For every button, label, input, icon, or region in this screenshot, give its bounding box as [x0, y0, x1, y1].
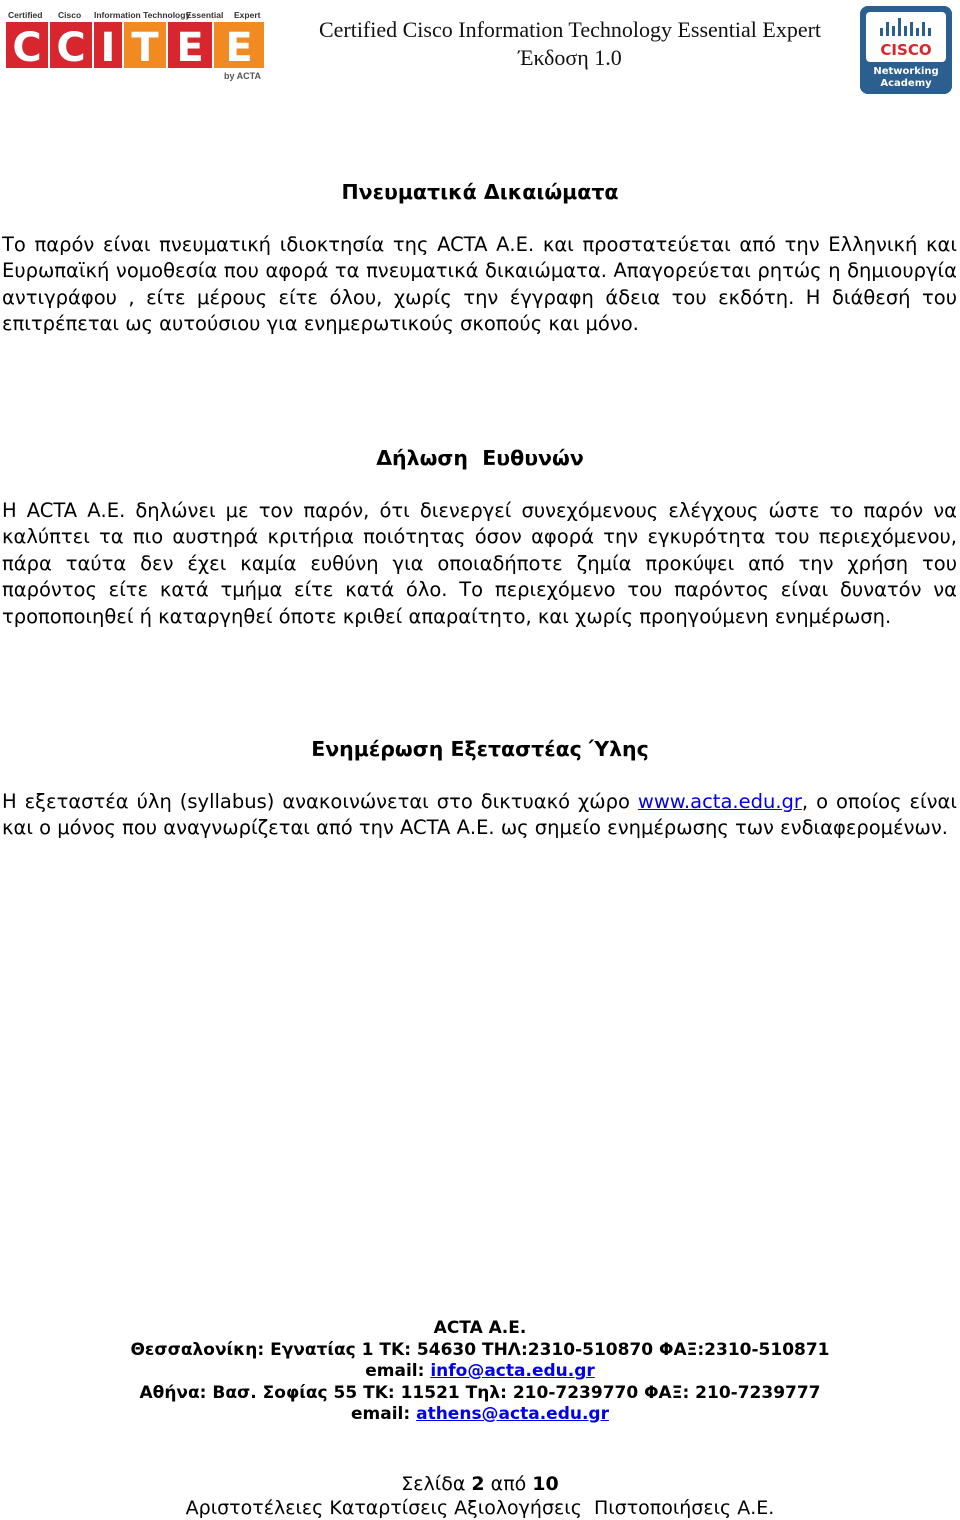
syllabus-text-before: Η εξεταστέα ύλη (syllabus) ανακοινώνεται στο δικτυακό χώρο — [2, 790, 638, 813]
syllabus-text-after: , ο οποίος είναι και ο μόνος που αναγνωρίζεται από την ACTA Α.Ε. ως σημείο ενημέρωσης των ενδιαφερομένων. — [2, 790, 957, 840]
footer-email-1-line — [0, 1361, 960, 1383]
footer-company: ACTA Α.Ε. — [433, 1318, 527, 1338]
ccitee-logo — [6, 8, 268, 82]
company-full-name: Αριστοτέλειες Καταρτίσεις Αξιολογήσεις Πιστοποιήσεις Α.Ε. — [185, 1497, 775, 1519]
athens-email-link[interactable]: athens@acta.edu.gr — [416, 1404, 609, 1424]
svg-text:E: E — [225, 25, 253, 71]
logo-letter-tiles — [6, 22, 264, 71]
svg-text:E: E — [176, 25, 204, 71]
logo-by-acta: by ACTA — [224, 71, 261, 81]
page-total: 10 — [532, 1473, 559, 1495]
disclaimer-text: Η ACTA Α.Ε. δηλώνει με τον παρόν, ότι διενεργεί συνεχόμενους ελέγχους ώστε το παρόν να καλύπτει τα πιο αυστηρά κριτήρια ποιότητας όσον αφορά την εγκυρότητα του περιεχόμενου, πάρα ταύτα δεν έχει καμία ευθύνη για οποιαδήποτε ζημία προκύψει από την χρήση του παρόντος είτε κατά τμήμα είτε κατά όλο. Το περιεχόμενο του παρόντος είναι δυνατόν να τροποποιηθεί ή καταργηθεί όποτε κριθεί απαραίτητο, και χωρίς προηγούμενη ενημέρωση. — [2, 499, 957, 628]
logo-networking: Networking — [873, 66, 939, 77]
acta-website-link[interactable]: www.acta.edu.gr — [637, 790, 802, 813]
svg-text:I: I — [100, 25, 116, 71]
footer-contact — [0, 1318, 960, 1426]
header-title — [290, 16, 850, 72]
logo-word-expert: Expert — [234, 10, 261, 20]
syllabus-heading: Ενημέρωση Εξεταστέας Ύλης — [311, 737, 649, 761]
copyright-text: Το παρόν είναι πνευματική ιδιοκτησία της ACTA Α.Ε. και προστατεύεται από την Ελληνική και Ευρωπαϊκή νομοθεσία που αφορά τα πνευματικά δικαιώματα. Απαγορεύεται ρητώς η δημιουργία αντιγράφου , είτε μέρους είτε όλου, χωρίς την έγγραφη άδεια του εκδότη. Η διάθεσή του επιτρέπεται ως αυτούσιου για ενημερωτικούς σκοπούς και μόνο. — [2, 233, 957, 336]
disclaimer-heading: Δήλωση Ευθυνών — [376, 446, 584, 470]
header-edition: Έκδοση 1.0 — [518, 45, 622, 70]
footer-email-label-1: email: — [365, 1361, 431, 1381]
page-of: από — [484, 1473, 533, 1495]
page-header — [0, 0, 960, 100]
header-title-line1: Certified Cisco Information Technology Essential Expert — [318, 17, 822, 42]
logo-academy: Academy — [880, 78, 932, 89]
cisco-networking-academy-logo — [860, 6, 952, 94]
cisco-wordmark: CISCO — [880, 41, 932, 59]
page-label: Σελίδα — [401, 1473, 472, 1495]
logo-word-cisco: Cisco — [58, 10, 82, 20]
footer-email-label-2: email: — [351, 1404, 417, 1424]
logo-word-essential: Essential — [186, 10, 224, 20]
svg-text:C: C — [56, 25, 86, 71]
logo-word-certified: Certified — [8, 10, 43, 20]
footer-athens: Αθήνα: Βασ. Σοφίας 55 ΤΚ: 11521 Τηλ: 210-7239770 ΦΑΞ: 210-7239777 — [139, 1382, 821, 1403]
footer-thessaloniki: Θεσσαλονίκη: Εγνατίας 1 ΤΚ: 54630 ΤΗΛ:2310-510870 ΦΑΞ:2310-510871 — [130, 1339, 830, 1360]
svg-text:C: C — [12, 25, 42, 71]
copyright-heading: Πνευματικά Δικαιώματα — [341, 180, 619, 204]
syllabus-text — [2, 789, 957, 842]
page-number — [0, 1472, 960, 1496]
svg-text:T: T — [131, 25, 159, 71]
logo-word-it: Information Technology — [94, 10, 191, 20]
info-email-link[interactable]: info@acta.edu.gr — [430, 1361, 595, 1381]
footer-email-2-line — [0, 1404, 960, 1426]
page-current: 2 — [471, 1473, 485, 1495]
